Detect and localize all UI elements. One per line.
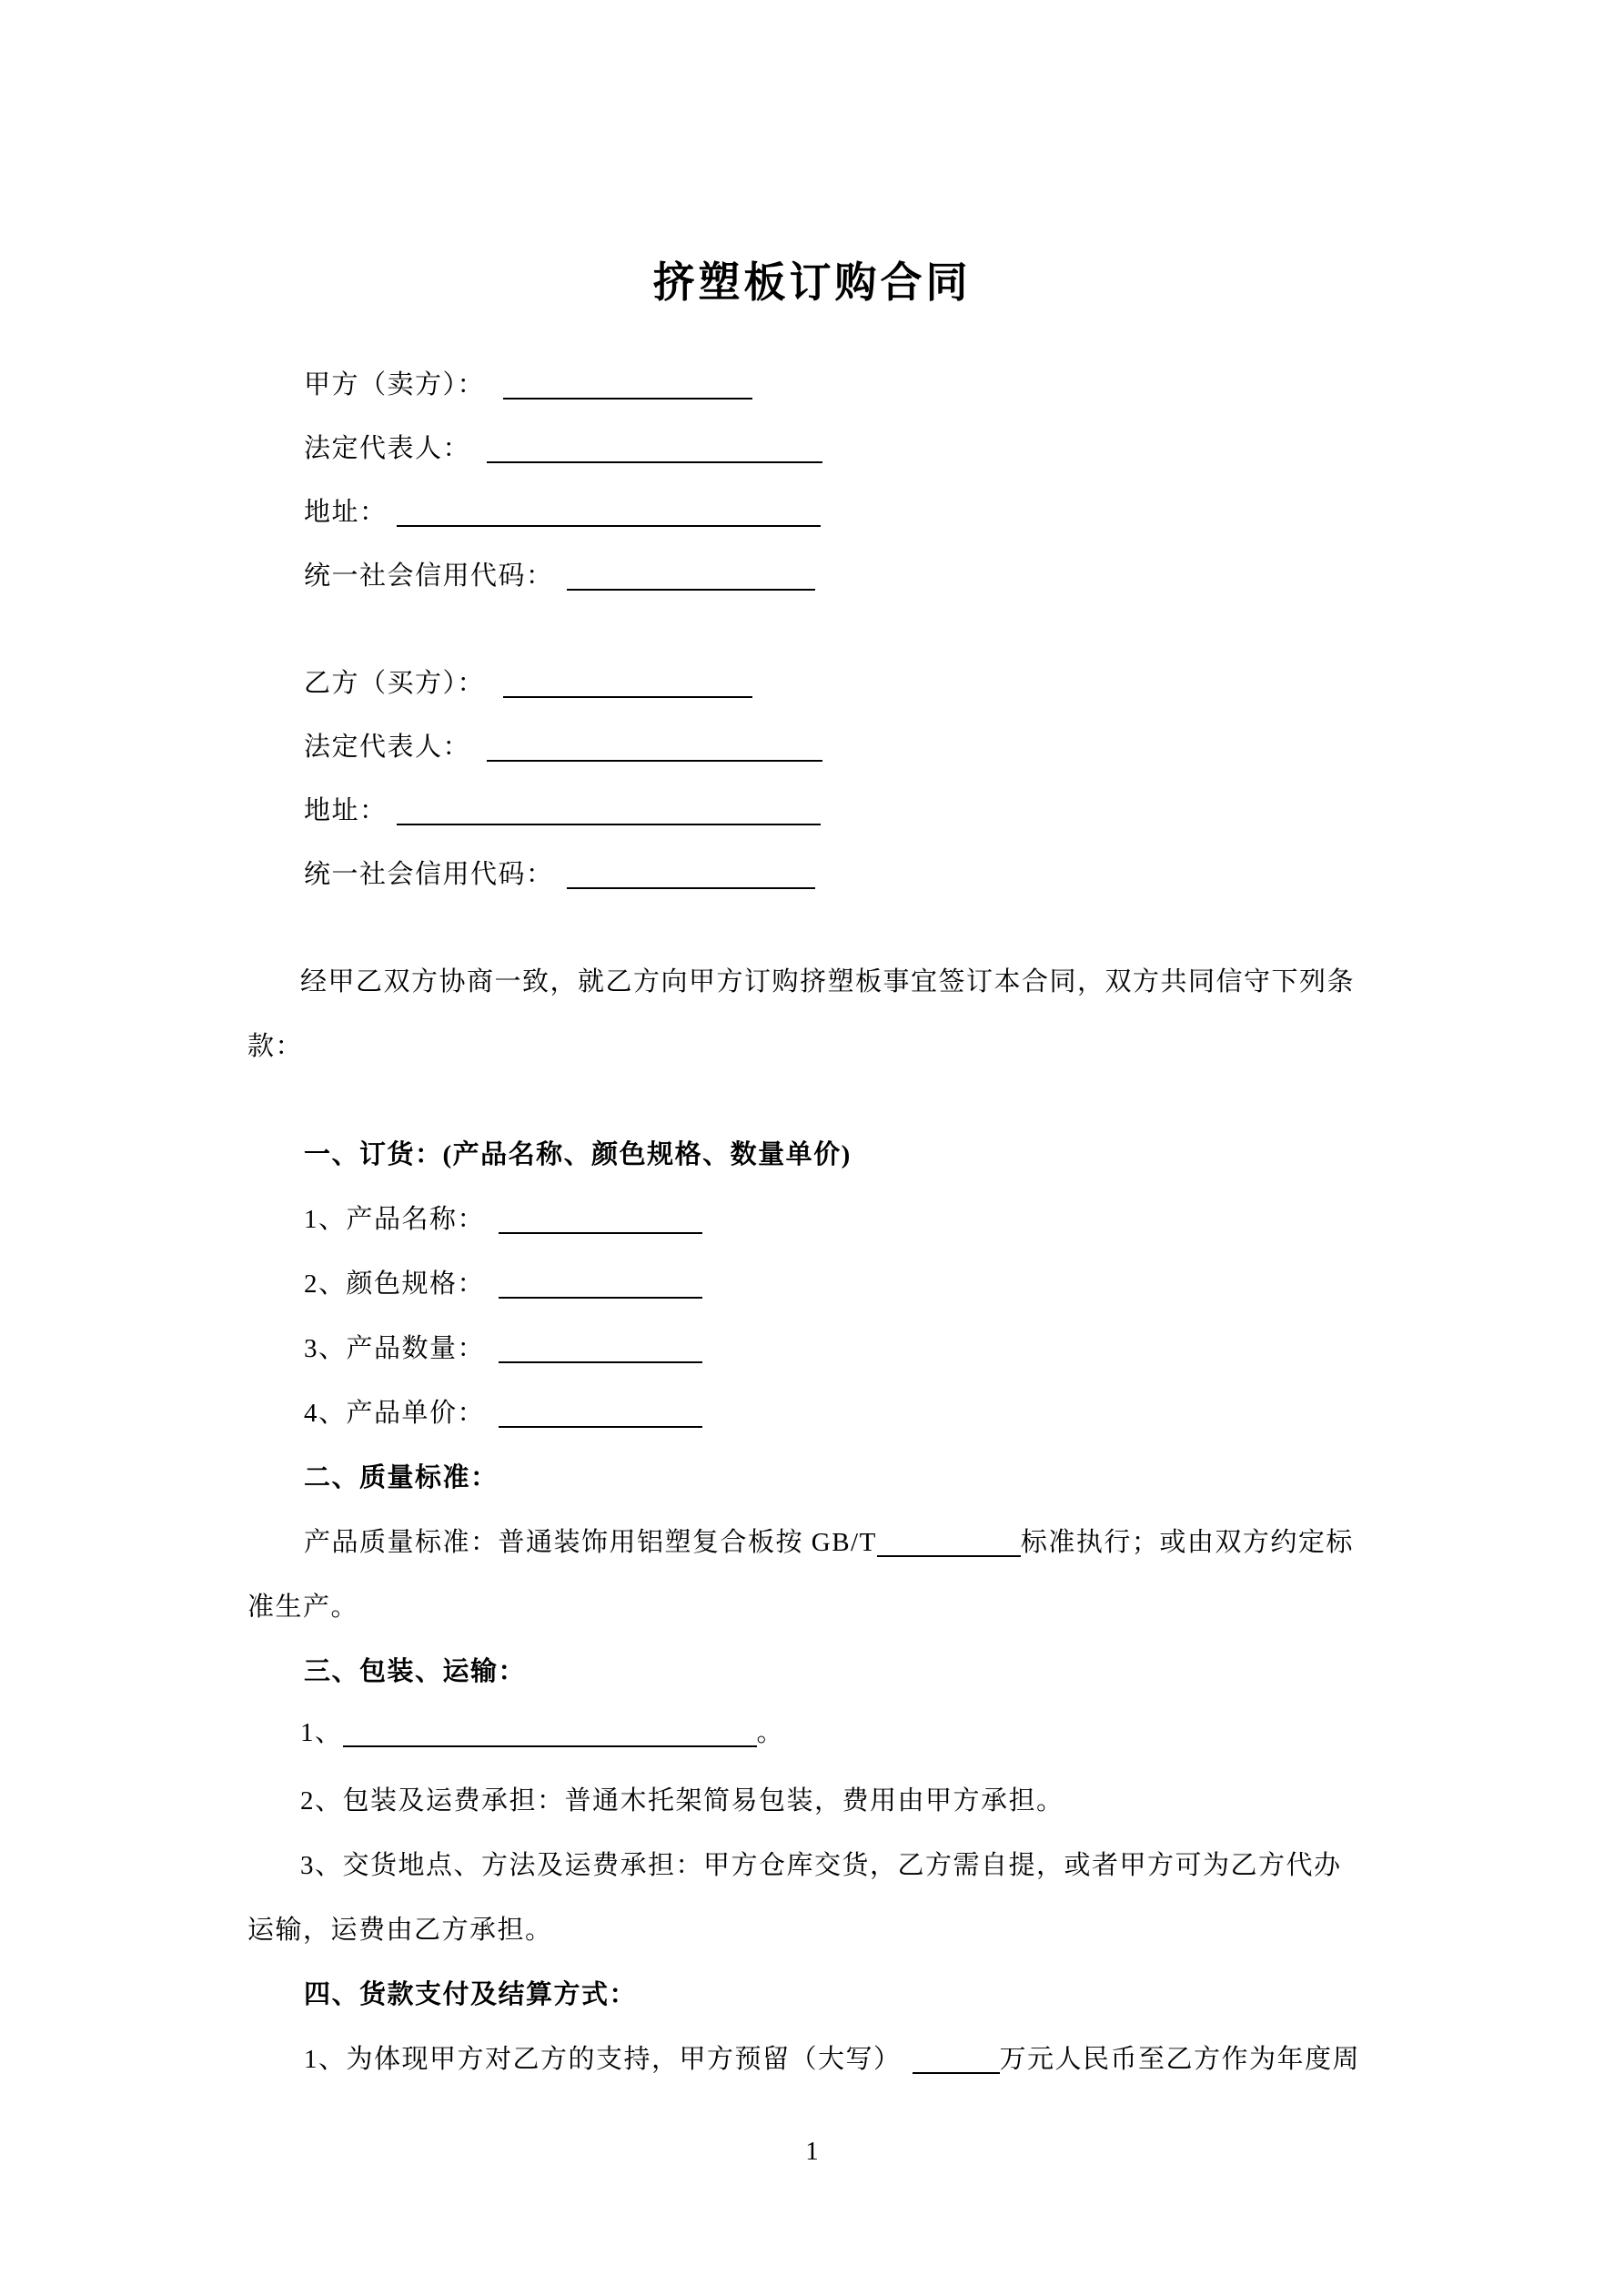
quality-body-line-2: 准生产。: [247, 1593, 359, 1622]
order-item-2-blank: [499, 1266, 702, 1299]
packaging-item-3-line-2: 运输，运费由乙方承担。: [247, 1916, 553, 1945]
party-a-name-label: 甲方（卖方）：: [304, 370, 486, 400]
preamble-line-2: 款：: [247, 1032, 304, 1061]
party-b-name-label: 乙方（买方）：: [304, 669, 486, 698]
packaging-item-3-line-1: 3、交货地点、方法及运费承担：甲方仓库交货，乙方需自提，或者甲方可为乙方代办: [300, 1851, 1342, 1880]
payment-item-1-suffix: 万元人民币至乙方作为年度周: [999, 2045, 1361, 2074]
party-b-legal-rep-label: 法定代表人：: [304, 733, 471, 762]
order-item-4-label: 4、产品单价：: [304, 1399, 486, 1428]
section-4-heading: 四、货款支付及结算方式：: [304, 1980, 638, 2009]
party-b-legal-rep-line: [304, 729, 822, 765]
order-item-1-line: [304, 1201, 702, 1238]
party-a-address-line: [304, 494, 821, 531]
party-b-address-label: 地址：: [304, 796, 388, 825]
party-a-address-blank: [397, 494, 821, 527]
preamble-line-1: 经甲乙双方协商一致，就乙方向甲方订购挤塑板事宜签订本合同，双方共同信守下列条: [300, 967, 1356, 996]
party-a-credit-code-line: [304, 558, 815, 594]
section-2-heading: 二、质量标准：: [304, 1463, 499, 1492]
order-item-1-blank: [499, 1201, 702, 1234]
party-a-legal-rep-label: 法定代表人：: [304, 434, 471, 463]
party-b-credit-code-label: 统一社会信用代码：: [304, 860, 554, 889]
quality-body-line-1: [304, 1524, 1354, 1561]
order-item-4-line: [304, 1395, 702, 1431]
page-number: 1: [805, 2137, 819, 2166]
party-b-credit-code-line: [304, 856, 815, 893]
packaging-item-1-blank: [343, 1714, 757, 1747]
order-item-2-line: [304, 1266, 702, 1302]
party-a-credit-code-label: 统一社会信用代码：: [304, 561, 554, 591]
party-a-credit-code-blank: [567, 558, 815, 591]
party-b-address-line: [304, 793, 821, 829]
payment-amount-blank: [913, 2041, 1000, 2074]
order-item-3-blank: [499, 1330, 702, 1363]
party-a-legal-rep-line: [304, 430, 822, 467]
packaging-item-1-period: 。: [756, 1718, 785, 1747]
party-b-name-line: [304, 665, 752, 702]
party-b-address-blank: [397, 793, 821, 825]
payment-item-1-line: [304, 2041, 1360, 2078]
order-item-3-label: 3、产品数量：: [304, 1334, 486, 1363]
packaging-item-1-line: [300, 1714, 784, 1751]
order-item-1-label: 1、产品名称：: [304, 1205, 486, 1234]
section-1-heading: 一、订货：(产品名称、颜色规格、数量单价): [304, 1140, 852, 1169]
section-3-heading: 三、包装、运输：: [304, 1657, 527, 1686]
party-b-credit-code-blank: [567, 856, 815, 889]
party-a-address-label: 地址：: [304, 498, 388, 527]
order-item-2-label: 2、颜色规格：: [304, 1269, 486, 1299]
party-a-legal-rep-blank: [487, 430, 822, 463]
order-item-3-line: [304, 1330, 702, 1367]
party-a-name-line: [304, 367, 752, 403]
document-title: 挤塑板订购合同: [652, 259, 972, 306]
party-a-name-blank: [503, 367, 752, 400]
order-item-4-blank: [499, 1395, 702, 1428]
packaging-item-1-label: 1、: [300, 1718, 343, 1747]
payment-item-1-prefix: 1、为体现甲方对乙方的支持，甲方预留（大写）: [304, 2045, 902, 2074]
quality-body-prefix: 产品质量标准：普通装饰用铝塑复合板按 GB/T: [304, 1528, 877, 1557]
packaging-item-2-line: 2、包装及运费承担：普通木托架简易包装，费用由甲方承担。: [300, 1786, 1064, 1816]
party-b-name-blank: [503, 665, 752, 698]
gbt-standard-blank: [877, 1524, 1021, 1557]
quality-body-suffix: 标准执行；或由双方约定标: [1020, 1528, 1354, 1557]
party-b-legal-rep-blank: [487, 729, 822, 762]
